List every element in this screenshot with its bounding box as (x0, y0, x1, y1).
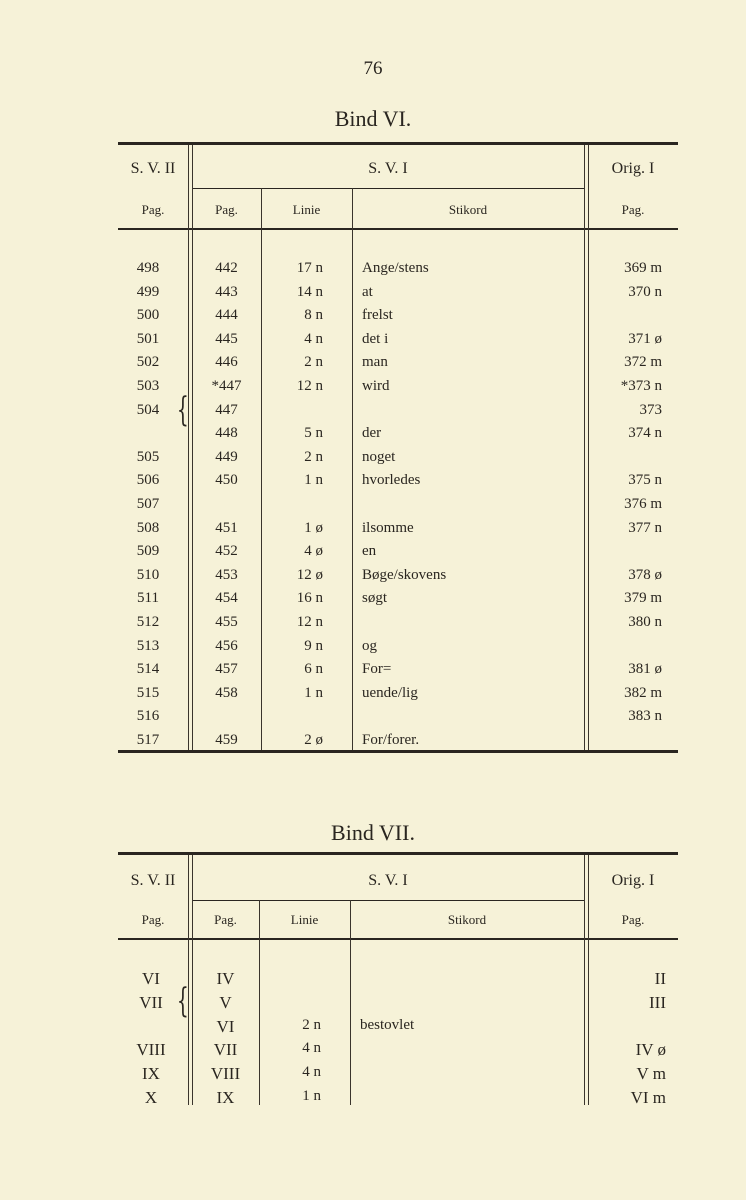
header-sv2: S. V. II (130, 872, 176, 889)
cell-linie: 1 n (302, 1088, 321, 1104)
cell-linie: 2 ø (304, 732, 323, 748)
table-row (118, 402, 678, 422)
table-row (118, 661, 678, 681)
cell-sv1: VIII (210, 1064, 241, 1084)
table-row (118, 520, 678, 540)
cell-stikord: man (362, 354, 388, 371)
subheader-linie: Linie (292, 202, 321, 217)
cell-sv2: 503 (136, 378, 160, 394)
cell-linie: 14 n (296, 283, 323, 300)
table-row (118, 378, 678, 398)
cell-sv1: 454 (215, 590, 238, 607)
cell-sv2: 515 (136, 684, 160, 701)
cell-orig: 375 n (628, 472, 662, 489)
cell-stikord: bestovlet (360, 1016, 415, 1033)
table-row (118, 638, 678, 658)
section-title-bind-vi: Bind VI. (334, 106, 412, 131)
cell-sv1: 444 (215, 307, 238, 324)
cell-orig: 377 n (628, 519, 662, 536)
cell-linie: 2 n (304, 448, 323, 465)
cell-sv2: 509 (136, 543, 160, 560)
cell-linie: 1 n (304, 472, 323, 489)
cell-sv1: 456 (215, 637, 238, 654)
cell-stikord: Bøge/skovens (362, 566, 447, 583)
cell-linie: 4 ø (304, 543, 323, 560)
cell-linie: 2 n (304, 354, 323, 371)
cell-sv1: 442 (215, 260, 238, 276)
subheader-pag-sv1: Pag. (214, 912, 237, 927)
subheader-linie: Linie (290, 912, 319, 927)
cell-stikord: For= (362, 661, 392, 678)
cell-sv2: 517 (136, 732, 160, 748)
cell-orig: 372 m (624, 354, 662, 371)
cell-sv2: 498 (136, 260, 160, 276)
cell-sv2: X (144, 1088, 158, 1107)
brace-504: { (176, 390, 189, 430)
cell-linie: 8 n (304, 307, 323, 324)
subheader-pag-sv2: Pag. (141, 202, 165, 217)
cell-sv1: 457 (215, 661, 238, 678)
cell-orig: 380 n (628, 614, 662, 630)
cell-sv2: 505 (136, 448, 160, 465)
cell-orig: 379 m (624, 590, 662, 607)
cell-sv2: 499 (136, 283, 160, 300)
cell-sv2: 513 (136, 637, 160, 654)
cell-orig: VI m (630, 1088, 666, 1107)
cell-linie: 12 ø (296, 566, 323, 583)
table-row (118, 993, 678, 1013)
table-row (118, 496, 678, 516)
subheader-pag-sv1: Pag. (215, 202, 238, 217)
header-sv1: S. V. I (368, 872, 408, 889)
cell-sv2: 511 (137, 590, 159, 607)
cell-orig: 376 m (624, 496, 662, 512)
cell-sv1: 449 (215, 448, 238, 465)
cell-sv2: VIII (136, 1040, 166, 1060)
cell-orig: 373 (639, 401, 662, 418)
cell-sv2: 502 (136, 354, 160, 371)
cell-linie: 4 n (304, 330, 323, 347)
cell-linie: 12 n (296, 614, 323, 630)
cell-linie: 9 n (304, 637, 323, 654)
cell-orig: II (654, 969, 666, 988)
cell-sv2: 506 (136, 472, 160, 489)
cell-linie: 6 n (304, 661, 323, 678)
cell-stikord: der (362, 425, 382, 442)
cell-stikord: frelst (362, 307, 393, 324)
cell-sv2: VII (139, 992, 163, 1012)
table-bind-vi (118, 142, 678, 757)
cell-orig: 370 n (628, 283, 662, 300)
cell-sv1: 455 (215, 614, 238, 630)
table-row (118, 543, 678, 563)
cell-stikord: hvorledes (362, 472, 421, 489)
cell-linie: 17 n (296, 260, 323, 276)
cell-sv1: 451 (215, 519, 238, 536)
cell-linie: 5 n (304, 425, 323, 442)
cell-sv2: VI (142, 969, 160, 988)
subheader-pag-orig: Pag. (621, 912, 645, 927)
table-row (118, 732, 678, 752)
cell-orig: V m (636, 1064, 666, 1084)
cell-sv1: *447 (211, 378, 242, 394)
cell-sv1: VI (216, 1016, 235, 1036)
table-row (118, 969, 678, 989)
page-number: 76 (363, 58, 383, 79)
cell-stikord: wird (362, 378, 390, 394)
cell-sv1: 445 (215, 330, 238, 347)
cell-sv1: 453 (215, 566, 238, 583)
cell-stikord: noget (362, 448, 396, 465)
cell-sv1: IV (216, 969, 235, 988)
table-row (118, 307, 678, 327)
cell-linie: 1 n (304, 684, 323, 701)
cell-orig: III (649, 992, 666, 1012)
brace-vii: { (176, 981, 189, 1021)
subheader-pag-sv2: Pag. (141, 912, 165, 927)
cell-sv1: 459 (215, 732, 238, 748)
table-row (118, 260, 678, 280)
cell-sv2: 514 (136, 661, 160, 678)
table-row (118, 284, 678, 304)
cell-orig: 381 ø (628, 661, 662, 678)
cell-sv2: 512 (136, 614, 160, 630)
cell-sv2: 508 (136, 519, 160, 536)
cell-sv1: 452 (215, 543, 238, 560)
cell-orig: 369 m (624, 260, 662, 276)
cell-sv2: 501 (136, 330, 160, 347)
cell-sv1: V (219, 992, 232, 1012)
cell-orig: 383 n (628, 708, 662, 725)
cell-sv1: 446 (215, 354, 238, 371)
cell-sv1: 448 (215, 425, 238, 442)
cell-sv2: 504 (136, 401, 160, 418)
table-row (118, 354, 678, 374)
cell-orig: *373 n (620, 378, 662, 394)
table-row (118, 590, 678, 610)
cell-linie: 4 n (302, 1064, 321, 1081)
table-row (118, 1064, 678, 1084)
cell-orig: 378 ø (628, 566, 662, 583)
header-sv2: S. V. II (130, 160, 176, 177)
cell-stikord: ilsomme (362, 519, 414, 536)
cell-stikord: Ange/stens (362, 260, 429, 276)
table-row (118, 449, 678, 469)
cell-linie: 1 ø (304, 519, 323, 536)
cell-sv1: VII (213, 1040, 238, 1060)
cell-orig: 371 ø (628, 330, 662, 347)
cell-sv1: 458 (215, 684, 238, 701)
cell-stikord: at (362, 283, 373, 300)
cell-orig: IV ø (635, 1040, 666, 1060)
table-row (118, 685, 678, 705)
cell-sv2: 507 (136, 496, 160, 512)
table-row (118, 1088, 678, 1108)
cell-orig: 382 m (624, 684, 662, 701)
header-sv1: S. V. I (368, 160, 408, 177)
header-orig: Orig. I (611, 160, 655, 177)
cell-stikord: en (362, 543, 377, 560)
header-orig: Orig. I (611, 872, 655, 889)
cell-linie: 16 n (296, 590, 323, 607)
cell-orig: 374 n (628, 425, 662, 442)
cell-sv1: 450 (215, 472, 238, 489)
cell-sv2: 510 (136, 566, 160, 583)
cell-sv1: IX (216, 1088, 235, 1107)
cell-linie: 2 n (302, 1016, 321, 1033)
subheader-stikord: Stikord (447, 912, 487, 927)
cell-stikord: For/forer. (362, 732, 420, 748)
table-bind-vii (118, 852, 678, 1112)
table-row (118, 331, 678, 351)
cell-sv2: 500 (136, 307, 160, 324)
cell-stikord: og (362, 637, 377, 654)
cell-linie: 12 n (296, 378, 323, 394)
table-row (118, 708, 678, 728)
subheader-pag-orig: Pag. (621, 202, 645, 217)
cell-stikord: det i (362, 330, 389, 347)
table-row (118, 1017, 678, 1037)
table-row (118, 567, 678, 587)
cell-sv1: 447 (215, 401, 238, 418)
cell-stikord: søgt (362, 590, 388, 607)
table-row (118, 472, 678, 492)
cell-stikord: uende/lig (362, 684, 418, 701)
table-row (118, 425, 678, 445)
cell-sv1: 443 (215, 283, 238, 300)
cell-sv2: IX (142, 1064, 160, 1084)
cell-linie: 4 n (302, 1040, 321, 1057)
table-row (118, 1040, 678, 1060)
table-row (118, 614, 678, 634)
subheader-stikord: Stikord (448, 202, 488, 217)
cell-sv2: 516 (136, 708, 160, 725)
section-title-bind-vii: Bind VII. (331, 820, 415, 845)
